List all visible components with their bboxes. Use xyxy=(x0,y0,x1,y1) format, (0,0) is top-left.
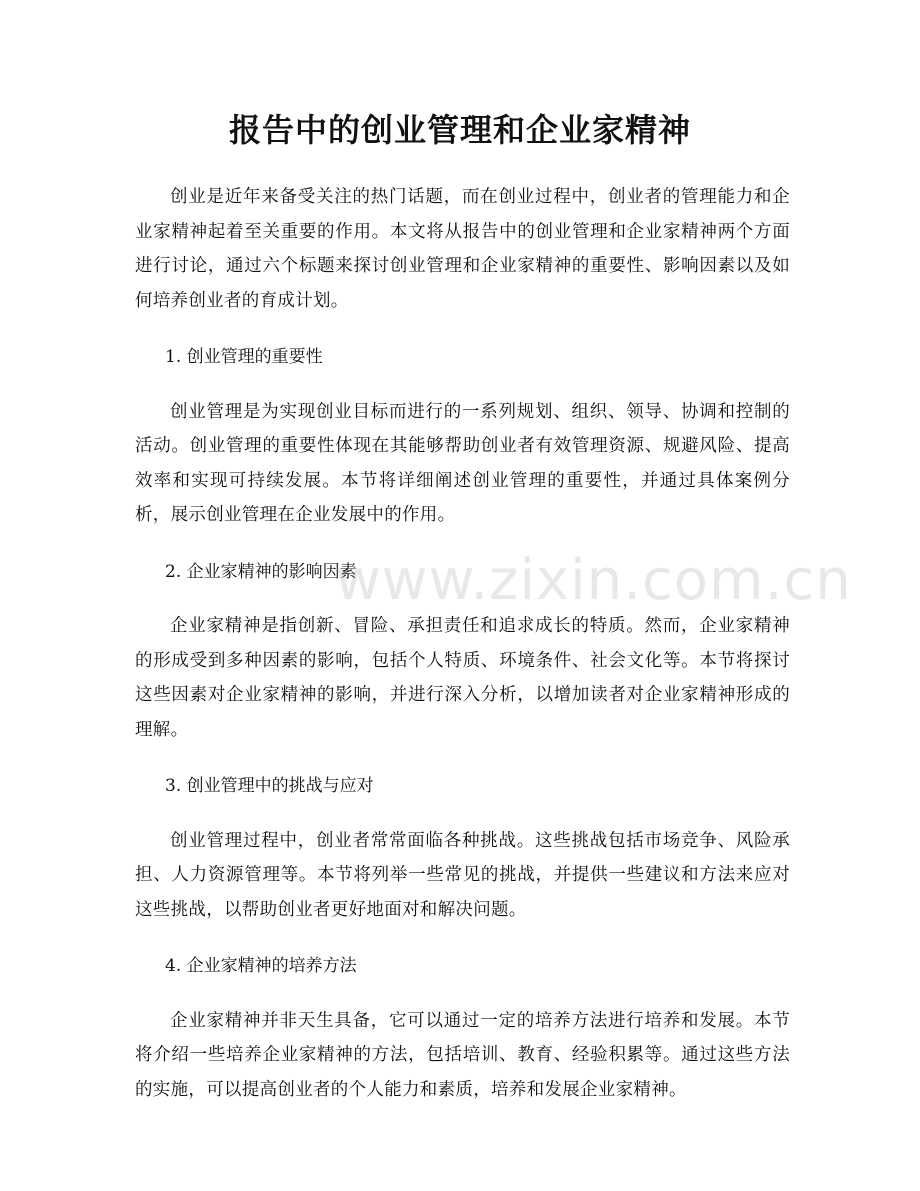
section-paragraph-4: 企业家精神并非天生具备，它可以通过一定的培养方法进行培养和发展。本节将介绍一些培养企业家精神的方法，包括培训、教育、经验积累等。通过这些方法的实施，可以提高创业者的个人能力和素质，培养和发展企业家精神。 xyxy=(135,1010,790,1100)
section-paragraph-2: 企业家精神是指创新、冒险、承担责任和追求成长的特质。然而，企业家精神的形成受到多种因素的影响，包括个人特质、环境条件、社会文化等。本节将探讨这些因素对企业家精神的影响，并进行深入分析，以增加读者对企业家精神形成的理解。 xyxy=(135,616,790,740)
document-body xyxy=(135,180,790,1107)
section-paragraph-3: 创业管理过程中，创业者常常面临各种挑战。这些挑战包括市场竞争、风险承担、人力资源管理等。本节将列举一些常见的挑战，并提供一些建议和方法来应对这些挑战，以帮助创业者更好地面对和解决问题。 xyxy=(135,830,790,920)
document-title: 报告中的创业管理和企业家精神 xyxy=(228,111,691,149)
section-heading-4: 4. 企业家精神的培养方法 xyxy=(165,956,357,976)
intro-paragraph: 创业是近年来备受关注的热门话题，而在创业过程中，创业者的管理能力和企业家精神起着至关重要的作用。本文将从报告中的创业管理和企业家精神两个方面进行讨论，通过六个标题来探讨创业管理和企业家精神的重要性、影响因素以及如何培养创业者的育成计划。 xyxy=(135,187,790,311)
section-heading-2: 2. 企业家精神的影响因素 xyxy=(165,561,357,582)
section-heading-3: 3. 创业管理中的挑战与应对 xyxy=(165,776,374,796)
section-paragraph-1: 创业管理是为实现创业目标而进行的一系列规划、组织、领导、协调和控制的活动。创业管理的重要性体现在其能够帮助创业者有效管理资源、规避风险、提高效率和实现可持续发展。本节将详细阐述创业管理的重要性，并通过具体案例分析，展示创业管理在企业发展中的作用。 xyxy=(135,401,790,525)
watermark-text: www.zixin.com.cn xyxy=(335,548,852,613)
section-heading-1: 1. 创业管理的重要性 xyxy=(165,347,323,367)
